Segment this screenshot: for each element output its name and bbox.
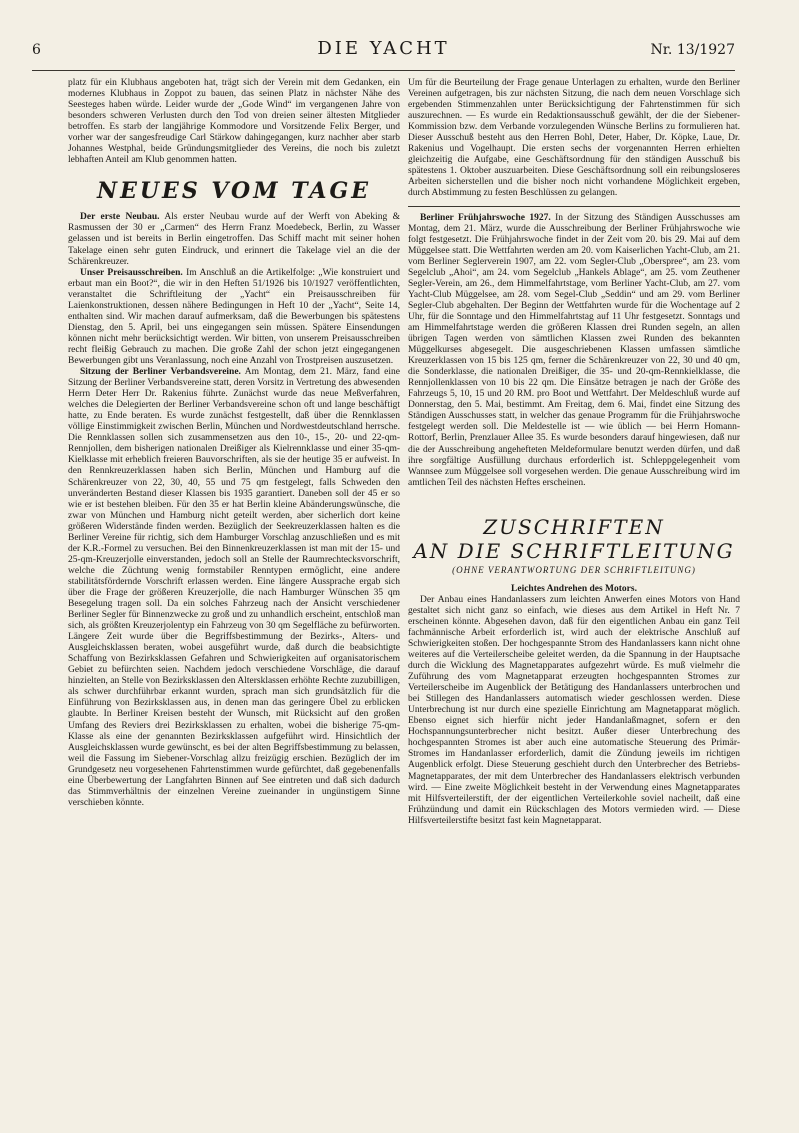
- issue-number: Nr. 13/1927: [650, 42, 735, 58]
- article-preis-head: Unser Preisausschreiben.: [80, 267, 183, 278]
- section-title-neues-vom-tage: NEUES VOM TAGE: [96, 178, 372, 205]
- magazine-title: DIE YACHT: [317, 38, 450, 59]
- section-subtitle: (OHNE VERANTWORTUNG DER SCHRIFTLEITUNG): [452, 564, 696, 575]
- page-number: 6: [32, 42, 41, 58]
- article-fruehjahr-text: In der Sitzung des Ständigen Ausschusses am Montag, dem 21. März, wurde die Ausschreibung der Berliner Frühjahrswoche wie folgt festgesetzt. Die Frühjahrswoche findet in der Zeit vom 20. bis 29. Mai auf dem Müggelsee statt. Die Wettfahrten werden am 20. vom Kaiserlichen Yacht-Club, am 21. vom Berliner Seglerverein 1907, am 22. vom Segler-Club „Oberspree“, am 23. vom Segelclub „Ahoi“, am 24. vom Segelclub „Hankels Ablage“, am 25. vom Zeuthener Segler-Verein, am 26., dem Himmelfahrtstage, vom Berliner Yacht-Club, am 27. vom Yacht-Club Müggelsee, am 28. vom Segel-Club „Seddin“ und am 29. vom Berliner Segler-Club abgehalten. Der Beginn der Wettfahrten wurde für die Wochentage auf 2 Uhr, für die Sonntage und den Himmelfahrtstag auf 11 Uhr festgesetzt. Sonntags und am Himmelfahrtstage werden die größeren Klassen drei Runden segeln, an allen übrigen Tagen werden von sämtlichen Klassen zwei Runden des bekannten Müggelkurses abgesegelt. Die ausgeschriebenen Klassen umfassen sämtliche Kreuzerklassen von 15 bis 125 qm, ferner die Schärenkreuzer von 22, 30 und 40 qm, die Sonderklasse, die nationalen Dreißiger, die 35- und 20-qm-Rennkielklasse, die Rennjollenklassen von 10 bis 22 qm. Die Einsätze betragen je nach der Größe des Fahrzeugs 5, 10, 15 und 20 RM. pro Boot und Wettfahrt. Der Meldeschluß wurde auf Donnerstag, den 5. Mai, bestimmt. Am Freitag, dem 6. Mai, findet eine Sitzung des Ständigen Ausschusses statt, in welcher das genaue Programm für die Frühjahrswoche festgelegt werden soll. Die Meldestelle ist — wie üblich — bei Herrn Homann-Rottorf, Berlin, Prenzlauer Allee 35. Es wurde besonders darauf hingewiesen, daß nur die der Ausschreibung angehefteten Meldeformulare benutzt werden dürfen, und daß ihre sorgfältige Ausfüllung durchaus erforderlich ist. Schleppgelegenheit vom Wannsee zum Müggelsee soll vorgesehen werden. Die genaue Ausschreibung wird im amtlichen Teil des nächsten Heftes erscheinen.: [408, 212, 740, 488]
- letter-text: Der Anbau eines Handanlassers zum leichten Anwerfen eines Motors von Hand gestaltet sich nicht ganz so einfach, wie dieses aus dem Artikel in Heft Nr. 7 erscheinen könnte. Abgesehen davon, daß für den eigentlichen Anbau ein ganz Teil fachmännische Arbeit erforderlich ist, wird auch der elektrische Anschluß auf Schwierigkeiten stoßen. Der hochgespannte Strom des Handanlassers kann nicht ohne weiteres auf die Verteilerscheibe geleitet werden, da die Spannung in der Hauptsache durch die Wicklung des Magnetapparates aufgezehrt würde. Es muß vielmehr die Zuführung des vom Magnetapparat erzeugten hochgespannten Stromes zur Verteilerscheibe im Augenblick der Betätigung des Handanlassers unterbrochen und bei Stillegen des Handanlassers automatisch wieder geschlossen werden. Diese Unterbrechung ist nur durch eine spezielle Einrichtung am Magnetapparat möglich. Ebenso eignet sich hierfür nicht jeder Handanlaßmagnet, sofern er den Hochspannungsunterbrecher nicht besitzt. Außer dieser Unterbrechung des hochgespannten Stromes ist aber auch eine automatische Steuerung des Primär-Stromes im Handanlasser erforderlich, damit die Zündung jeweils im richtigen Augenblick erfolgt. Diese Steuerung geschieht durch den Unterbrecher des Betriebs-Magnetapparates, der mit dem Unterbrecher des Handanlassers elektrisch verbunden wird. — Eine zweite Möglichkeit besteht in der Verwendung eines Magnetapparates mit Hilfsverteilerstift, der der eigentlichen Verteilerkohle soviel nacheilt, daß eine Frühzündung und damit ein Rückschlagen des Motors vermieden wird. — Diese Hilfsverteilerstifte besitzt fast kein Magnetapparat.: [408, 594, 740, 826]
- article-preis-text: Im Anschluß an die Artikelfolge: „Wie konstruiert und erbaut man ein Boot?“, die wir in den Heften 51/1926 bis 10/1927 veröffentlichten, veranstaltet die Schriftleitung der „Yacht“ ein Preisausschreiben für Laienkonstruktionen, dessen nähere Bedingungen in Heft 10 der „Yacht“, Seite 14, enthalten sind. Wir machen darauf aufmerksam, daß die Bewerbungen bis spätestens Dienstag, den 5. April, bei uns eingegangen sein müssen. Spätere Einsendungen können nicht mehr berücksichtigt werden. Wir bitten, von unserem Preisausschreiben recht fleißig Gebrauch zu machen. Die große Zahl der schon jetzt eingegangenen Bewerbungen gibt uns Veranlassung, noch eine Anzahl von Trostpreisen auszusetzen.: [68, 267, 400, 366]
- article-neubau: [68, 212, 400, 267]
- continued-paragraph: Um für die Beurteilung der Frage genaue Unterlagen zu erhalten, wurde den Berliner Vereinen aufgetragen, bis zur nächsten Sitzung, die nach dem neuen Vorschlage sich ergebenden Stimmenzahlen unter Berücksichtigung der Fahrtenstimmen für sich auszurechnen. — Es wurde ein Redaktionsausschuß gewählt, der die der Siebener-Kommission bzw. dem Verbande vorzulegenden Wünsche Berlins zu formulieren hat. Dieser Ausschuß besteht aus den Herren Bohl, Deter, Haber, Dr. Köpke, Laue, Dr. Rakenius und Vogelhaupt. Die ersten sechs der vorgenannten Herren erhielten gleichzeitig die Aufgabe, eine Geschäftsordnung für den ständigen Ausschuß bis spätestens 1. Oktober auszuarbeiten. Diese Geschäftsordnung soll ein reibungsloseres Arbeiten sicherstellen und die bisher noch nicht vorhandene Möglichkeit ergeben, durch Abstimmung zu festen Beschlüssen zu gelangen.: [408, 78, 740, 199]
- column-rule: [408, 206, 740, 207]
- header-rule: [32, 70, 735, 71]
- section-title-schriftleitung: AN DIE SCHRIFTLEITUNG: [413, 538, 735, 563]
- intro-paragraph: platz für ein Klubhaus angeboten hat, trägt sich der Verein mit dem Gedanken, ein modernes Klubhaus in Zoppot zu bauen, das seinen Platz in nächster Nähe des Seesteges haben würde. Leider wurde der „Gode Wind“ im vergangenen Jahre von besonders schweren Verlusten durch den Tod von dreien seiner ältesten Mitglieder betroffen. Es starb der langjährige Kommodore und Vorsitzende Felix Berger, und vorher war der sangesfreudige Carl Stärkow dahingegangen, kurz nachher aber starb Johannes Westphal, beide Gründungsmitglieder des Vereins, die noch bis zuletzt lebhaften Anteil am Klub genommen hatten.: [68, 78, 400, 166]
- article-preisausschreiben: [68, 268, 400, 367]
- article-verband-head: Sitzung der Berliner Verbandsvereine.: [80, 367, 241, 378]
- letter-heading: Leichtes Andrehen des Motors.: [511, 583, 637, 594]
- article-verbandsvereine: [68, 367, 400, 809]
- section-gap: [408, 489, 740, 515]
- article-fruehjahrswoche: [408, 213, 740, 489]
- article-fruehjahr-head: Berliner Frühjahrswoche 1927.: [420, 212, 551, 223]
- right-column: [408, 78, 740, 827]
- article-verband-text: Am Montag, dem 21. März, fand eine Sitzung der Berliner Verbandsvereine statt, deren Vorsitz in Vertretung des abwesenden Herrn Deter Herr Dr. Rakenius führte. Zunächst wurde das neue Meßverfahren, welches die Delegierten der Berliner Verbandsvereine schon oft und lange beschäftigt hatte, zu Ende beraten. Es wurde zunächst festgestellt, daß über die Rennklassen völlige Einstimmigkeit zwischen Berlin, München und Nordwestdeutschland herrsche. Die Rennklassen sollen sich zusammensetzen aus den 10-, 15-, 20- und 22-qm-Rennjollen, dem bisherigen nationalen Dreißiger als Kielrennklasse und einer 35-qm-Kielklasse mit erheblich freieren Bauvorschriften, als sie der heutige 35 er aufweist. In den Rennkreuzerklassen haben sich Berlin, München und Hamburg auf die Schärenkreuzer von 22, 30, 40, 55 und 75 qm festgelegt, falls Schweden den unveränderten Bestand dieser Klassen bis 1935 garantiert. Daneben soll der 45 er so wie er ist bestehen bleiben. Für den 35 er hat Berlin kleine Abänderungswünsche, die zwar von München und Hamburg nicht geteilt werden, aber sicherlich dort keine größeren Widerstände finden werden. Bezüglich der Seekreuzerklassen halten es die Berliner Vereine für richtig, sich dem Hamburger Vorschlag anzuschließen und es mit der K.R.-Formel zu versuchen. Bei den Binnenkreuzerklassen ist man mit der 15- und 25-qm-Kreuzerjolle einverstanden, jedoch soll an Stelle der Raumrechtecksvorschrift, welche die Züchtung wenig formstabiler Renntypen ermöglicht, eine andere stabilitätsfördernde Vorschrift erlassen werden. Eine längere Aussprache ergab sich über die Frage der größeren Kreuzerjolle, die nach Hamburger Wünschen 35 qm Besegelung tragen soll. Da ein solches Fahrzeug nach der Ansicht verschiedener Berliner Segler für Binnenzwecke zu groß und zu unhandlich erscheint, entschloß man sich, als größten Kreuzerjolentyp ein Fahrzeug von 30 qm Segelfläche zu befürworten. Längere Zeit wurde über die Begriffsbestimmung der Bezirks-, Alters- und Ausgleichsklassen beraten, wobei ausgeführt wurde, daß durch die beabsichtigte Schaffung von Bezirksklassen Gefahren und Schwierigkeiten auf organisatorischem Gebiet zu befürchten seien. Nachdem jedoch verschiedene Vorschläge, die darauf hinzielten, an Stelle von Bezirksklassen den Altersklassen erhöhte Rechte zuzubilligen, als schwer durchführbar erkannt wurden, sprach man sich grundsätzlich für die Einführung von Bezirksklassen aus, in denen man das geringere Übel zu erblicken glaubte. In Berliner Kreisen besteht der Wunsch, mit Rücksicht auf den großen Umfang des Reviers drei Bezirksklassen zu erhalten, wobei die bisherige 75-qm-Klasse als eine der genannten Bezirksklassen aufgeführt wird. Hinsichtlich der Ausgleichsklassen wurde gewünscht, es bei der alten Begriffsbestimmung zu belassen, weil die Fassung im Siebener-Vorschlag allzu freizügig erschien. Bezüglich der im Grundgesetz neu vorgesehenen Fahrtenstimmen wurde gefürchtet, daß gegebenenfalls eine Überbewertung der Langfahrten Binnen auf See eintreten und daß sich dadurch das Stimmverhältnis der einzelnen Vereine zueinander in ungünstigem Sinne verschieben könnte.: [68, 367, 400, 808]
- left-column: [68, 78, 400, 809]
- page-header: [32, 38, 735, 64]
- section-title-zuschriften: ZUSCHRIFTEN: [483, 514, 665, 539]
- article-neubau-head: Der erste Neubau.: [80, 212, 160, 223]
- article-neubau-text: Als erster Neubau wurde auf der Werft von Abeking & Rasmussen der 30 er „Carmen“ des Herrn Franz Moedebeck, Berlin, zu Wasser gelassen und ist bereits in Berlin eingetroffen. Das Schiff macht mit seiner hohen Takelage einen sehr guten Eindruck, und erinnert die Takelage viel an die der Schärenkreuzer.: [68, 212, 400, 267]
